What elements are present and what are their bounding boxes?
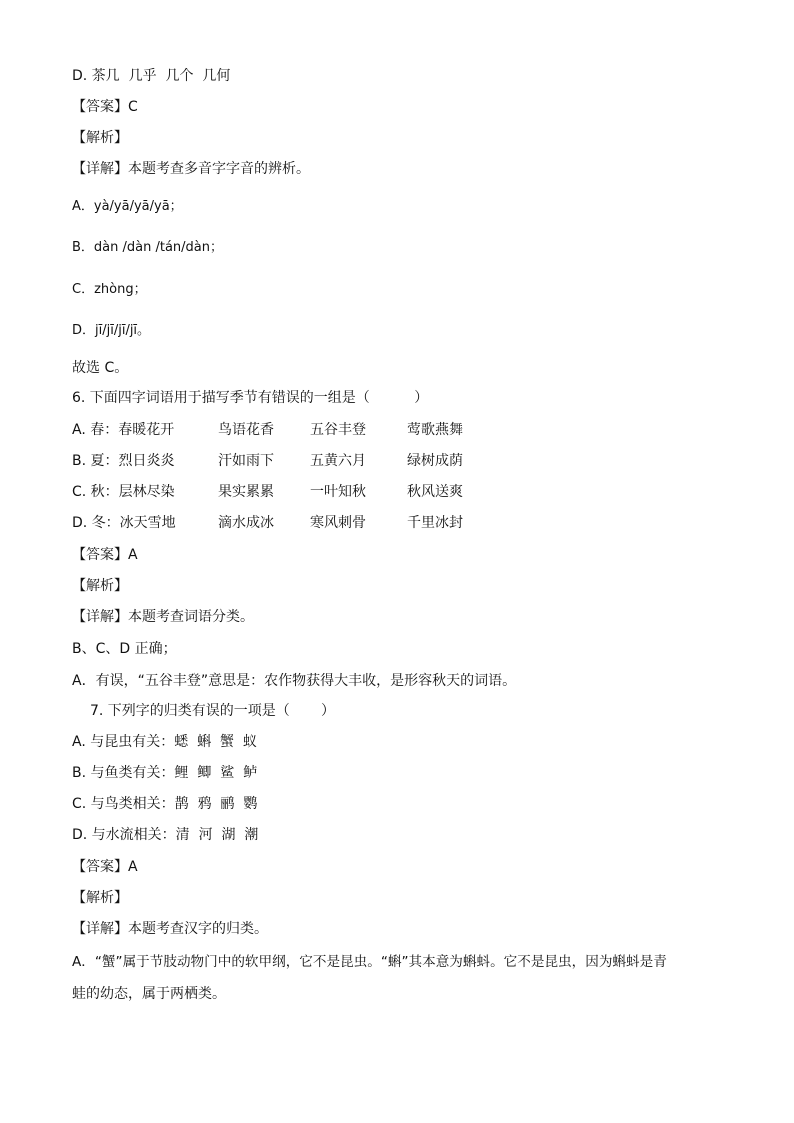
q6-word: 鸟语花香: [218, 422, 274, 438]
q6-option-label: B. 夏：烈日炎炎: [72, 453, 175, 469]
q7-detail: 【详解】本题考查汉字的归类。: [72, 921, 268, 937]
q6-option-label: C. 秋：层林尽染: [72, 484, 175, 500]
q6-word: 五黄六月: [310, 453, 366, 469]
q5-option-d: D. 茶几 几乎 几个 几何: [72, 68, 231, 84]
q6-word: 莺歌燕舞: [407, 422, 463, 438]
q7-a-explanation-line2: 蛙的幼态，属于两栖类。: [72, 986, 226, 1002]
q6-word: 一叶知秋: [310, 484, 366, 500]
q6-word: 五谷丰登: [310, 422, 366, 438]
q6-a-explanation: A．有误，“五谷丰登”意思是：农作物获得大丰收，是形容秋天的词语。: [72, 673, 517, 689]
q6-word: 滴水成冰: [218, 515, 274, 531]
q6-word: 千里冰封: [407, 515, 463, 531]
q6-option-label: D. 冬：冰天雪地: [72, 515, 176, 531]
q5-analysis-heading: 【解析】: [72, 130, 128, 146]
q6-answer: 【答案】A: [72, 547, 138, 563]
q5-pinyin-b: B．dàn /dàn /tán/dàn；: [72, 240, 223, 255]
q5-pinyin-d: D．jī/jī/jī/jī。: [72, 323, 151, 338]
q6-detail: 【详解】本题考查词语分类。: [72, 609, 254, 625]
q6-bcd-correct: B、C、D 正确；: [72, 641, 177, 657]
q7-option-b: B. 与鱼类有关：鲤 鲫 鲨 鲈: [72, 765, 258, 781]
q7-analysis-heading: 【解析】: [72, 890, 128, 906]
q5-pinyin-a: A．yà/yā/yā/yā；: [72, 199, 183, 214]
q5-answer: 【答案】C: [72, 99, 138, 115]
q6-word: 果实累累: [218, 484, 274, 500]
q6-analysis-heading: 【解析】: [72, 578, 128, 594]
q7-option-c: C. 与鸟类相关：鹊 鸦 鹂 鹦: [72, 796, 258, 812]
q7-option-a: A. 与昆虫有关：蟋 蝌 蟹 蚁: [72, 734, 257, 750]
q7-stem: 7. 下列字的归类有误的一项是（ ）: [90, 703, 335, 719]
q6-word: 汗如雨下: [218, 453, 274, 469]
q5-detail: 【详解】本题考查多音字字音的辨析。: [72, 161, 310, 177]
q7-option-d: D. 与水流相关：清 河 湖 潮: [72, 827, 259, 843]
q6-word: 寒风刺骨: [310, 515, 366, 531]
q7-a-explanation-line1: A．“蟹”属于节肢动物门中的软甲纲，它不是昆虫。“蝌”其本意为蝌蚪。它不是昆虫，因为蝌蚪是青: [72, 954, 667, 970]
q6-word: 秋风送爽: [407, 484, 463, 500]
q6-option-label: A. 春：春暖花开: [72, 422, 175, 438]
q7-answer: 【答案】A: [72, 859, 138, 875]
q6-word: 绿树成荫: [407, 453, 463, 469]
q6-stem: 6. 下面四字词语用于描写季节有错误的一组是（ ）: [72, 390, 429, 406]
q5-pinyin-c: C．zhòng；: [72, 282, 147, 297]
q5-conclusion: 故选 C。: [72, 360, 129, 376]
